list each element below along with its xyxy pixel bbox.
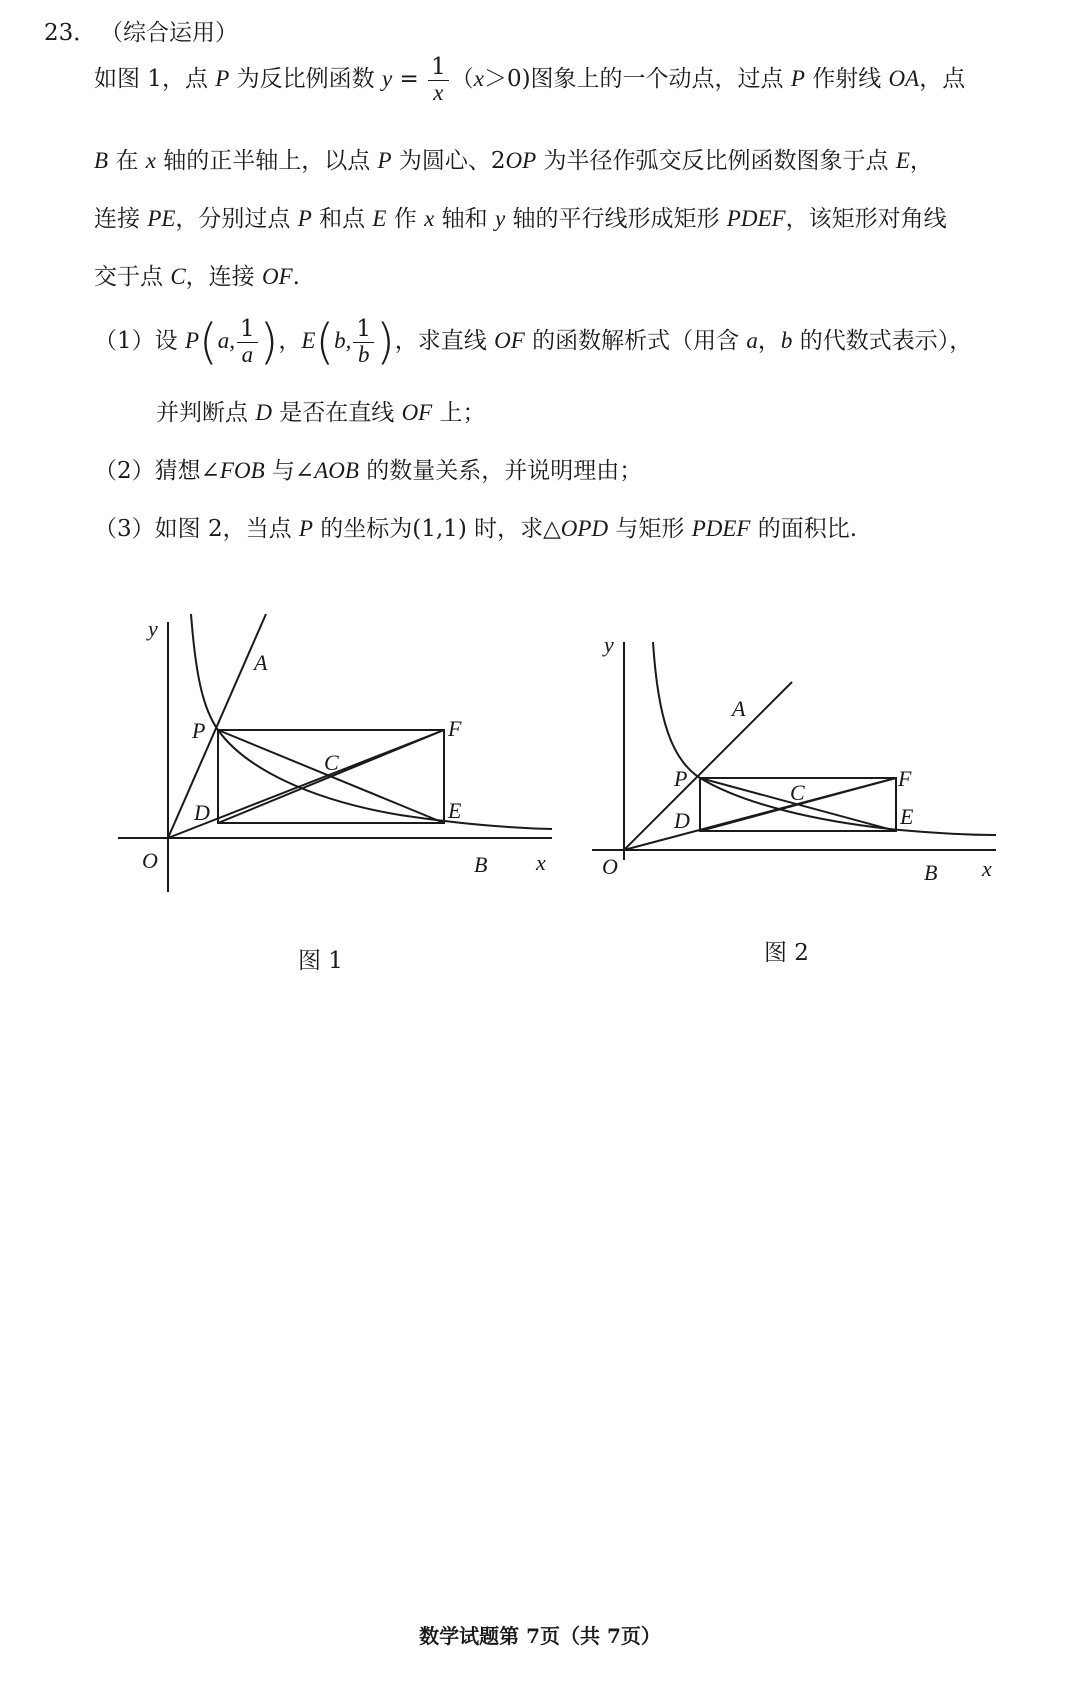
fig1-label-P: P (192, 718, 206, 743)
fraction-1-over-x: $\frac{1}{x}$ (428, 55, 449, 104)
fig2-line-OF (624, 778, 896, 850)
part2-line: （2）猜想∠FOB 与∠AOB 的数量关系，并说明理由； (94, 458, 643, 484)
page-footer: 数学试题第 7页（共 7页） (419, 1624, 661, 1648)
question-type: （综合运用） (100, 20, 238, 46)
fig1-label-x: x (536, 850, 546, 875)
fig2-label-F: F (898, 766, 912, 791)
fig2-caption: 图 2 (764, 940, 809, 966)
fig2-label-C: C (790, 780, 805, 805)
stem-line-3: 连接 PE，分别过点 P 和点 E 作 x 轴和 y 轴的平行线形成矩形 PDEF，该矩形对角线 (94, 206, 947, 232)
fig2-label-A: A (732, 696, 746, 721)
fig2-label-E: E (900, 804, 914, 829)
fig1-label-y: y (148, 616, 158, 641)
stem-line-2: B 在 x 轴的正半轴上，以点 P 为圆心、2OP 为半径作弧交反比例函数图象于点 E， (94, 148, 933, 174)
fig1-label-C: C (324, 750, 339, 775)
fig2-hyperbola (653, 642, 996, 835)
fraction-1-over-a: $\frac{1}{a}$ (237, 317, 258, 366)
fig2-label-x: x (982, 856, 992, 881)
fig2-label-O: O (602, 854, 618, 879)
fig2-ray-OA (624, 682, 792, 850)
fig2-label-D: D (674, 808, 690, 833)
fig1-label-D: D (194, 800, 210, 825)
fig1-caption: 图 1 (298, 948, 343, 974)
fig1-label-E: E (448, 798, 462, 823)
part1-line-2: 并判断点 D 是否在直线 OF 上； (156, 400, 486, 426)
part3-line: （3）如图 2，当点 P 的坐标为(1,1) 时，求△OPD 与矩形 PDEF 的面积比. (94, 516, 858, 542)
fig2-label-P: P (674, 766, 688, 791)
stem-line-4: 交于点 C，连接 OF. (94, 264, 300, 290)
fig1-hyperbola (191, 614, 552, 829)
fig1-label-O: O (142, 848, 158, 873)
fraction-1-over-b: $\frac{1}{b}$ (353, 317, 374, 366)
fig1-label-B: B (474, 852, 488, 877)
question-number: 23． (44, 20, 97, 46)
fig2-label-B: B (924, 860, 938, 885)
fig1-label-A: A (254, 650, 268, 675)
fig1-label-F: F (448, 716, 462, 741)
stem-line-1: 如图 1，点 P 为反比例函数 y = $\frac{1}{x}$ （x＞0)图象上的一个动点，过点 P 作射线 OA，点 (94, 54, 966, 105)
fig2-label-y: y (604, 632, 614, 657)
part1-line-1: （1）设 P(a, $\frac{1}{a}$ )，E(b, $\frac{1}{b}$ )，求直线 OF 的函数解析式（用含 a，b 的代数式表示）， (94, 314, 973, 370)
